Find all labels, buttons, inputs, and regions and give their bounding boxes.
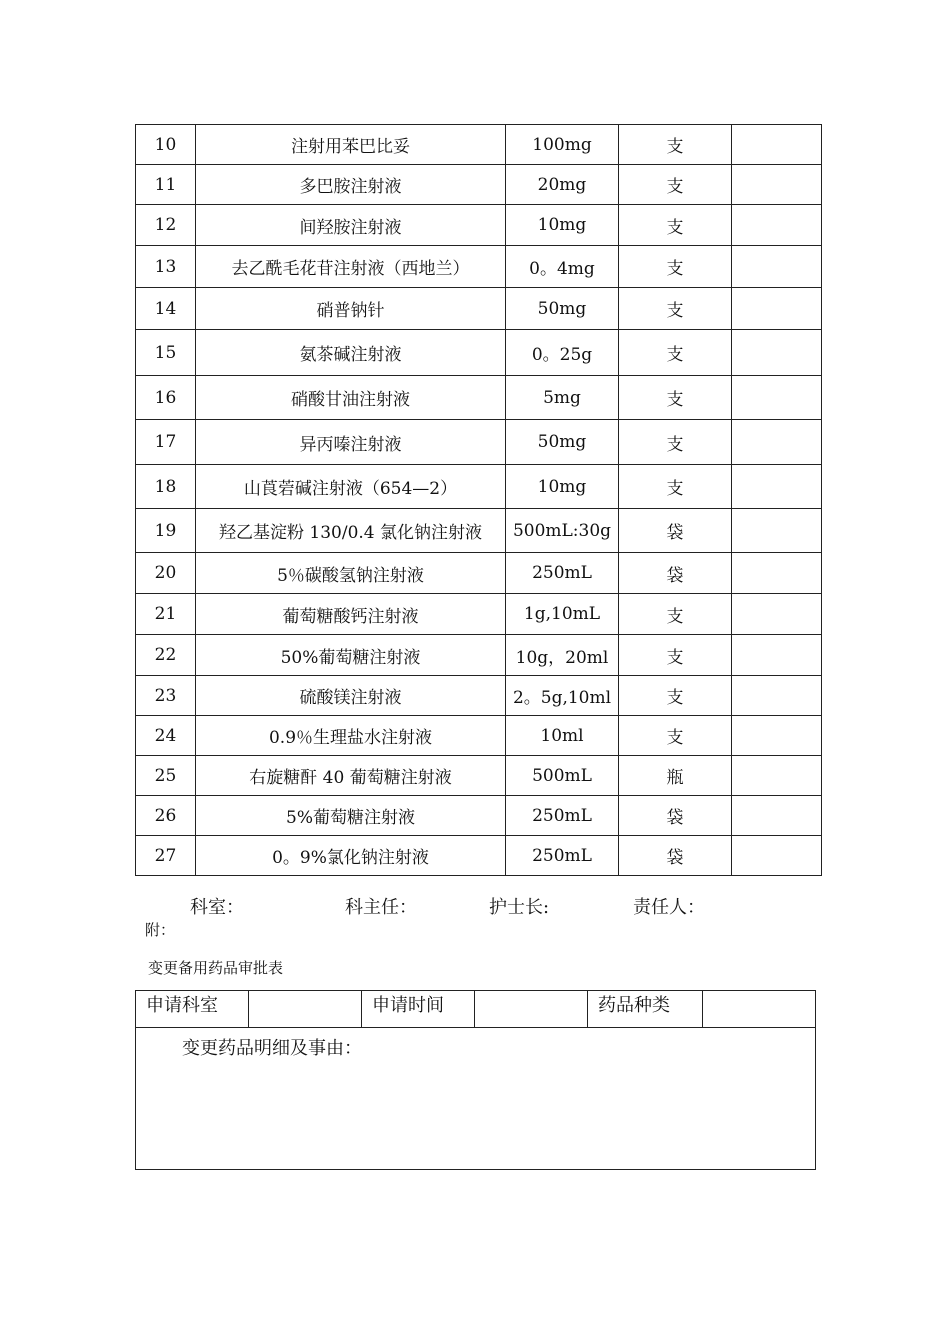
drug-unit: 袋 — [619, 836, 732, 876]
drug-note — [732, 125, 822, 165]
approval-title: 变更备用药品审批表 — [148, 959, 284, 977]
row-number: 18 — [136, 465, 196, 509]
drug-name: 氨茶碱注射液 — [196, 330, 506, 376]
drug-spec: 0。4mg — [506, 246, 619, 288]
drug-spec: 500mL:30g — [506, 509, 619, 553]
approval-dept-label: 申请科室 — [136, 991, 249, 1028]
row-number: 22 — [136, 635, 196, 676]
table-row — [136, 836, 822, 876]
row-number: 21 — [136, 594, 196, 635]
drug-note — [732, 205, 822, 246]
table-row — [136, 509, 822, 553]
table-row — [136, 594, 822, 635]
drug-spec: 50mg — [506, 288, 619, 330]
drug-name: 5％碳酸氢钠注射液 — [196, 553, 506, 594]
drug-name: 0.9％生理盐水注射液 — [196, 716, 506, 756]
row-number: 15 — [136, 330, 196, 376]
drug-spec: 10g，20ml — [506, 635, 619, 676]
table-row — [136, 288, 822, 330]
row-number: 19 — [136, 509, 196, 553]
drug-unit: 支 — [619, 594, 732, 635]
drug-name: 硫酸镁注射液 — [196, 676, 506, 716]
drug-table-body — [136, 125, 822, 876]
row-number: 14 — [136, 288, 196, 330]
approval-detail-field[interactable]: 变更药品明细及事由： — [136, 1028, 816, 1170]
drug-spec: 250mL — [506, 836, 619, 876]
drug-unit: 支 — [619, 246, 732, 288]
signature-department: 科室： — [190, 897, 244, 918]
table-row — [136, 376, 822, 420]
drug-table — [135, 124, 822, 876]
approval-form — [135, 990, 816, 1170]
drug-note — [732, 635, 822, 676]
drug-spec: 2。5g,10ml — [506, 676, 619, 716]
drug-spec: 0。25g — [506, 330, 619, 376]
drug-note — [732, 330, 822, 376]
drug-unit: 支 — [619, 420, 732, 465]
drug-spec: 250mL — [506, 796, 619, 836]
drug-spec: 10mg — [506, 465, 619, 509]
row-number: 13 — [136, 246, 196, 288]
table-row — [136, 165, 822, 205]
drug-name: 去乙酰毛花苷注射液（西地兰） — [196, 246, 506, 288]
drug-unit: 支 — [619, 165, 732, 205]
row-number: 20 — [136, 553, 196, 594]
approval-time-value[interactable] — [475, 991, 588, 1028]
row-number: 12 — [136, 205, 196, 246]
drug-note — [732, 716, 822, 756]
attachment-label: 附： — [145, 921, 176, 939]
drug-unit: 袋 — [619, 509, 732, 553]
drug-spec: 100mg — [506, 125, 619, 165]
drug-note — [732, 376, 822, 420]
drug-name: 多巴胺注射液 — [196, 165, 506, 205]
approval-category-label: 药品种类 — [588, 991, 703, 1028]
table-row — [136, 553, 822, 594]
table-row — [136, 756, 822, 796]
row-number: 23 — [136, 676, 196, 716]
drug-note — [732, 676, 822, 716]
drug-unit: 支 — [619, 716, 732, 756]
drug-unit: 支 — [619, 676, 732, 716]
drug-note — [732, 288, 822, 330]
drug-spec: 20mg — [506, 165, 619, 205]
table-row — [136, 465, 822, 509]
drug-name: 硝酸甘油注射液 — [196, 376, 506, 420]
drug-unit: 支 — [619, 376, 732, 420]
row-number: 10 — [136, 125, 196, 165]
drug-spec: 500mL — [506, 756, 619, 796]
drug-unit: 支 — [619, 465, 732, 509]
approval-header-row — [136, 991, 816, 1028]
drug-name: 50%葡萄糖注射液 — [196, 635, 506, 676]
drug-name: 注射用苯巴比妥 — [196, 125, 506, 165]
table-row — [136, 246, 822, 288]
drug-note — [732, 420, 822, 465]
drug-spec: 50mg — [506, 420, 619, 465]
table-row — [136, 716, 822, 756]
row-number: 16 — [136, 376, 196, 420]
row-number: 27 — [136, 836, 196, 876]
drug-note — [732, 165, 822, 205]
drug-unit: 袋 — [619, 796, 732, 836]
drug-unit: 支 — [619, 635, 732, 676]
row-number: 17 — [136, 420, 196, 465]
approval-category-value[interactable] — [703, 991, 816, 1028]
table-row — [136, 420, 822, 465]
drug-unit: 袋 — [619, 553, 732, 594]
signature-director: 科主任： — [345, 897, 417, 918]
approval-detail-row — [136, 1028, 816, 1170]
drug-note — [732, 509, 822, 553]
drug-note — [732, 594, 822, 635]
drug-spec: 5mg — [506, 376, 619, 420]
signature-responsible: 责任人： — [633, 897, 705, 918]
drug-note — [732, 465, 822, 509]
drug-unit: 支 — [619, 205, 732, 246]
table-row — [136, 796, 822, 836]
drug-name: 山莨菪碱注射液（654—2） — [196, 465, 506, 509]
drug-unit: 瓶 — [619, 756, 732, 796]
table-row — [136, 635, 822, 676]
drug-name: 羟乙基淀粉 130/0.4 氯化钠注射液 — [196, 509, 506, 553]
drug-name: 异丙嗪注射液 — [196, 420, 506, 465]
table-row — [136, 205, 822, 246]
drug-name: 葡萄糖酸钙注射液 — [196, 594, 506, 635]
drug-unit: 支 — [619, 330, 732, 376]
drug-spec: 10ml — [506, 716, 619, 756]
drug-name: 5%葡萄糖注射液 — [196, 796, 506, 836]
drug-note — [732, 836, 822, 876]
drug-name: 硝普钠针 — [196, 288, 506, 330]
row-number: 25 — [136, 756, 196, 796]
drug-name: 0。9%氯化钠注射液 — [196, 836, 506, 876]
drug-note — [732, 756, 822, 796]
drug-spec: 10mg — [506, 205, 619, 246]
table-row — [136, 125, 822, 165]
table-row — [136, 676, 822, 716]
drug-note — [732, 246, 822, 288]
approval-dept-value[interactable] — [249, 991, 362, 1028]
drug-note — [732, 796, 822, 836]
drug-name: 右旋糖酐 40 葡萄糖注射液 — [196, 756, 506, 796]
drug-spec: 1g,10mL — [506, 594, 619, 635]
drug-unit: 支 — [619, 125, 732, 165]
signature-head-nurse: 护士长: — [489, 897, 550, 918]
drug-unit: 支 — [619, 288, 732, 330]
table-row — [136, 330, 822, 376]
drug-spec: 250mL — [506, 553, 619, 594]
row-number: 24 — [136, 716, 196, 756]
row-number: 26 — [136, 796, 196, 836]
approval-time-label: 申请时间 — [362, 991, 475, 1028]
drug-name: 间羟胺注射液 — [196, 205, 506, 246]
row-number: 11 — [136, 165, 196, 205]
drug-note — [732, 553, 822, 594]
